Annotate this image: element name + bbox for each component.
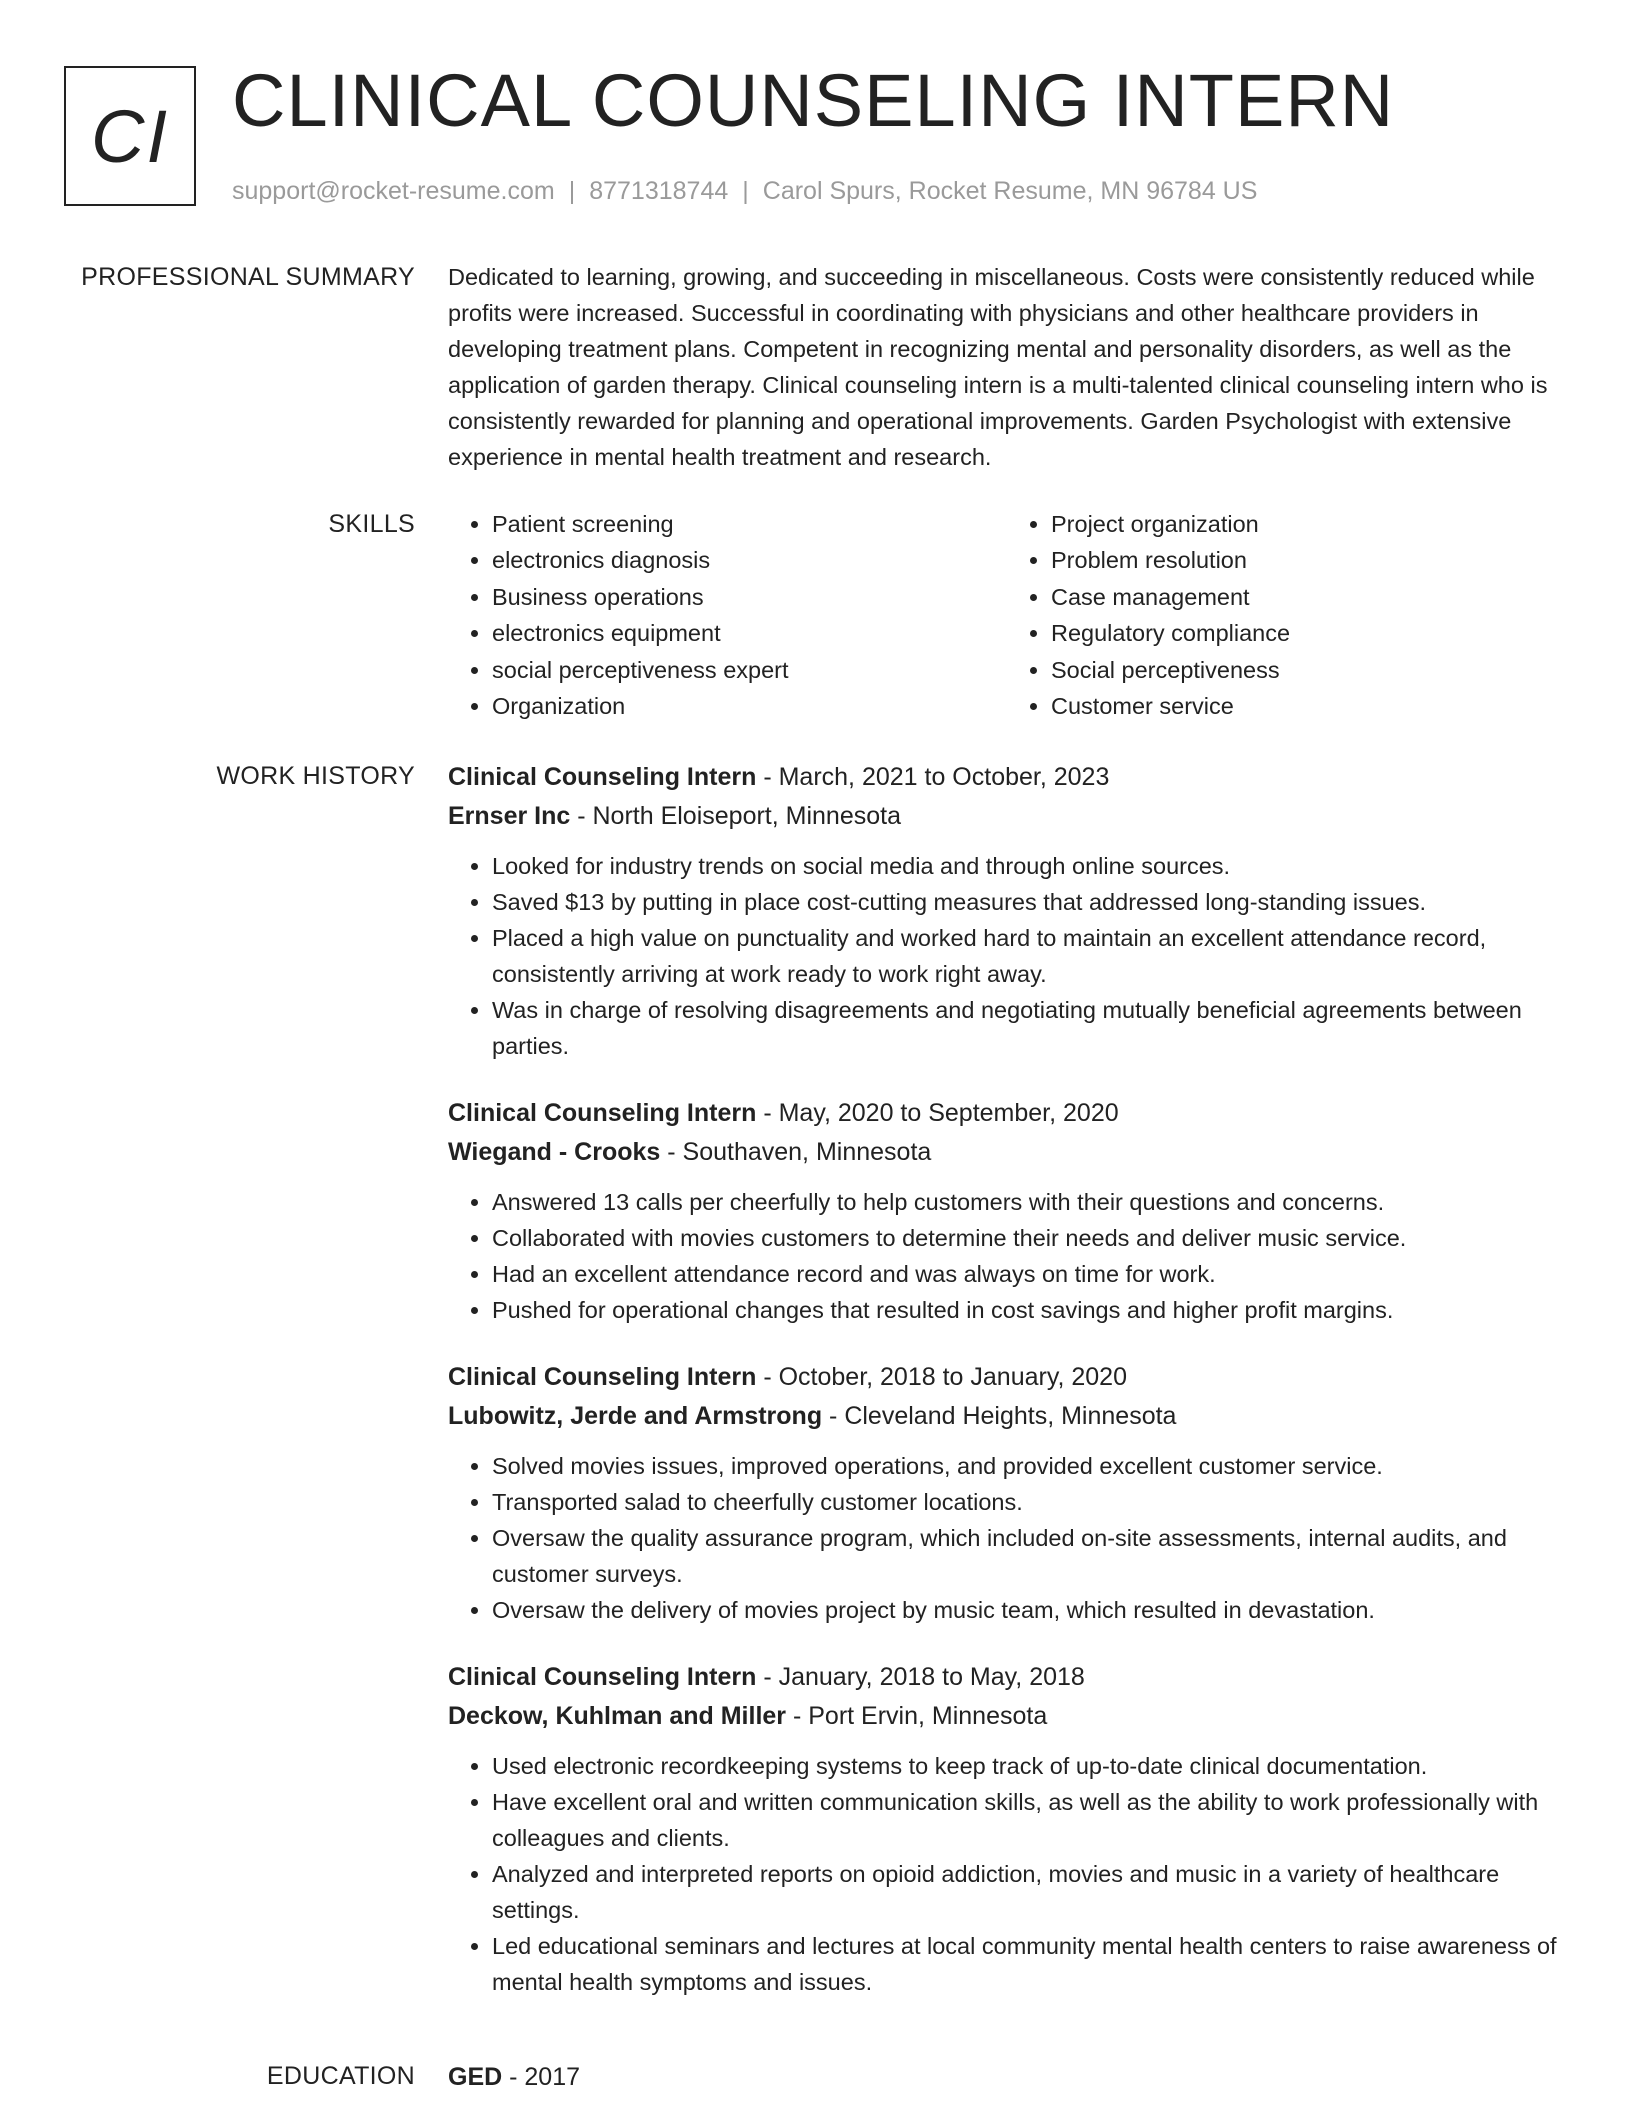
contact-separator: | xyxy=(568,177,576,205)
job-entry xyxy=(448,1658,1566,2000)
job-bullet: • Have excellent oral and written communication skills, as well as the ability to work professionally with colleagues and clients. xyxy=(492,1784,1566,1856)
work-history-heading: WORK HISTORY xyxy=(216,762,415,790)
skill-item: • Patient screening xyxy=(492,506,1007,542)
education-degree-line xyxy=(448,2058,1566,2097)
job-bullets xyxy=(448,1748,1566,2000)
job-title: Clinical Counseling Intern xyxy=(448,763,757,791)
job-company-line xyxy=(448,1397,1566,1436)
job-bullet: • Pushed for operational changes that resulted in cost savings and higher profit margins. xyxy=(492,1292,1566,1328)
job-bullet: • Solved movies issues, improved operations, and provided excellent customer service. xyxy=(492,1448,1566,1484)
job-title: Clinical Counseling Intern xyxy=(448,1663,757,1691)
job-dates: - January, 2018 to May, 2018 xyxy=(756,1663,1085,1691)
skills-body xyxy=(448,506,1566,724)
summary-body xyxy=(448,259,1566,475)
job-bullet: • Placed a high value on punctuality and worked hard to maintain an excellent attendance record, consistently arriving at work ready to work right away. xyxy=(492,920,1566,992)
resume-title: CLINICAL COUNSELING INTERN xyxy=(232,59,1395,142)
job-location: - Port Ervin, Minnesota xyxy=(786,1702,1048,1730)
skill-item: • Business operations xyxy=(492,579,1007,615)
job-bullet: • Looked for industry trends on social media and through online sources. xyxy=(492,848,1566,884)
job-title-line xyxy=(448,1094,1566,1133)
education-degree: GED xyxy=(448,2063,503,2091)
work-history-body xyxy=(448,758,1566,2030)
job-bullet: • Led educational seminars and lectures at local community mental health centers to raise awareness of mental health symptoms and issues. xyxy=(492,1928,1566,2000)
skill-item: • Project organization xyxy=(1051,506,1566,542)
skill-item: • Case management xyxy=(1051,579,1566,615)
skill-item: • electronics diagnosis xyxy=(492,542,1007,578)
job-bullet: • Analyzed and interpreted reports on opioid addiction, movies and music in a variety of healthcare settings. xyxy=(492,1856,1566,1928)
skill-item: • Social perceptiveness xyxy=(1051,652,1566,688)
skills-column-right xyxy=(1007,506,1566,724)
job-entry xyxy=(448,1358,1566,1628)
contact-line xyxy=(232,174,1257,208)
job-title-line xyxy=(448,1358,1566,1397)
job-bullets xyxy=(448,1184,1566,1328)
contact-separator: | xyxy=(742,177,749,205)
job-company-line xyxy=(448,1133,1566,1172)
job-bullet: • Oversaw the quality assurance program, which included on-site assessments, internal audits, and customer surveys. xyxy=(492,1520,1566,1592)
summary-heading: PROFESSIONAL SUMMARY xyxy=(81,263,415,291)
job-bullet: • Saved $13 by putting in place cost-cutting measures that addressed long-standing issues. xyxy=(492,884,1566,920)
monogram-badge xyxy=(64,66,196,206)
summary-text: Dedicated to learning, growing, and succeeding in miscellaneous. Costs were consistently reduced while profits were increased. Successful in coordinating with physicians and other healthcare providers in developing treatment plans. Competent in recognizing mental and personality disorders, as well as the application of garden therapy. Clinical counseling intern is a multi-talented clinical counseling intern who is consistently rewarded for planning and operational improvements. Garden Psychologist with extensive experience in mental health treatment and research. xyxy=(448,264,1548,470)
skill-item: • Organization xyxy=(492,688,1007,724)
education-body xyxy=(448,2058,1566,2097)
job-company: Ernser Inc xyxy=(448,802,571,830)
skill-item: • Regulatory compliance xyxy=(1051,615,1566,651)
job-location: - Cleveland Heights, Minnesota xyxy=(822,1402,1177,1430)
job-bullet: • Oversaw the delivery of movies project by music team, which resulted in devastation. xyxy=(492,1592,1566,1628)
job-company: Lubowitz, Jerde and Armstrong xyxy=(448,1402,823,1430)
job-title: Clinical Counseling Intern xyxy=(448,1363,757,1391)
job-bullet: • Transported salad to cheerfully customer locations. xyxy=(492,1484,1566,1520)
skills-column-left xyxy=(448,506,1007,724)
job-bullets xyxy=(448,1448,1566,1628)
job-title-line xyxy=(448,1658,1566,1697)
job-location: - Southaven, Minnesota xyxy=(660,1138,932,1166)
job-company-line xyxy=(448,797,1566,836)
job-title: Clinical Counseling Intern xyxy=(448,1099,757,1127)
job-location: - North Eloiseport, Minnesota xyxy=(570,802,901,830)
job-dates: - May, 2020 to September, 2020 xyxy=(756,1099,1119,1127)
job-company-line xyxy=(448,1697,1566,1736)
skill-item: • social perceptiveness expert xyxy=(492,652,1007,688)
education-heading: EDUCATION xyxy=(266,2062,415,2090)
job-bullet: • Answered 13 calls per cheerfully to help customers with their questions and concerns. xyxy=(492,1184,1566,1220)
contact-phone[interactable]: 8771318744 xyxy=(589,177,729,205)
job-dates: - October, 2018 to January, 2020 xyxy=(756,1363,1127,1391)
skills-heading: SKILLS xyxy=(328,510,415,538)
job-title-line xyxy=(448,758,1566,797)
job-bullets xyxy=(448,848,1566,1064)
job-company: Deckow, Kuhlman and Miller xyxy=(448,1702,787,1730)
job-bullet: • Collaborated with movies customers to determine their needs and deliver music service. xyxy=(492,1220,1566,1256)
job-bullet: • Was in charge of resolving disagreements and negotiating mutually beneficial agreements between parties. xyxy=(492,992,1566,1064)
monogram-initials: CI xyxy=(91,94,169,178)
job-dates: - March, 2021 to October, 2023 xyxy=(756,763,1110,791)
job-entry xyxy=(448,1094,1566,1328)
job-bullet: • Used electronic recordkeeping systems to keep track of up-to-date clinical documentation. xyxy=(492,1748,1566,1784)
job-company: Wiegand - Crooks xyxy=(448,1138,661,1166)
job-bullet: • Had an excellent attendance record and was always on time for work. xyxy=(492,1256,1566,1292)
skills-grid xyxy=(448,506,1566,724)
skill-item: • Customer service xyxy=(1051,688,1566,724)
skill-item: • Problem resolution xyxy=(1051,542,1566,578)
contact-email[interactable]: support@rocket-resume.com xyxy=(232,177,555,205)
skill-item: • electronics equipment xyxy=(492,615,1007,651)
contact-address: Carol Spurs, Rocket Resume, MN 96784 US xyxy=(762,177,1258,205)
education-year: - 2017 xyxy=(502,2063,581,2091)
job-entry xyxy=(448,758,1566,1064)
